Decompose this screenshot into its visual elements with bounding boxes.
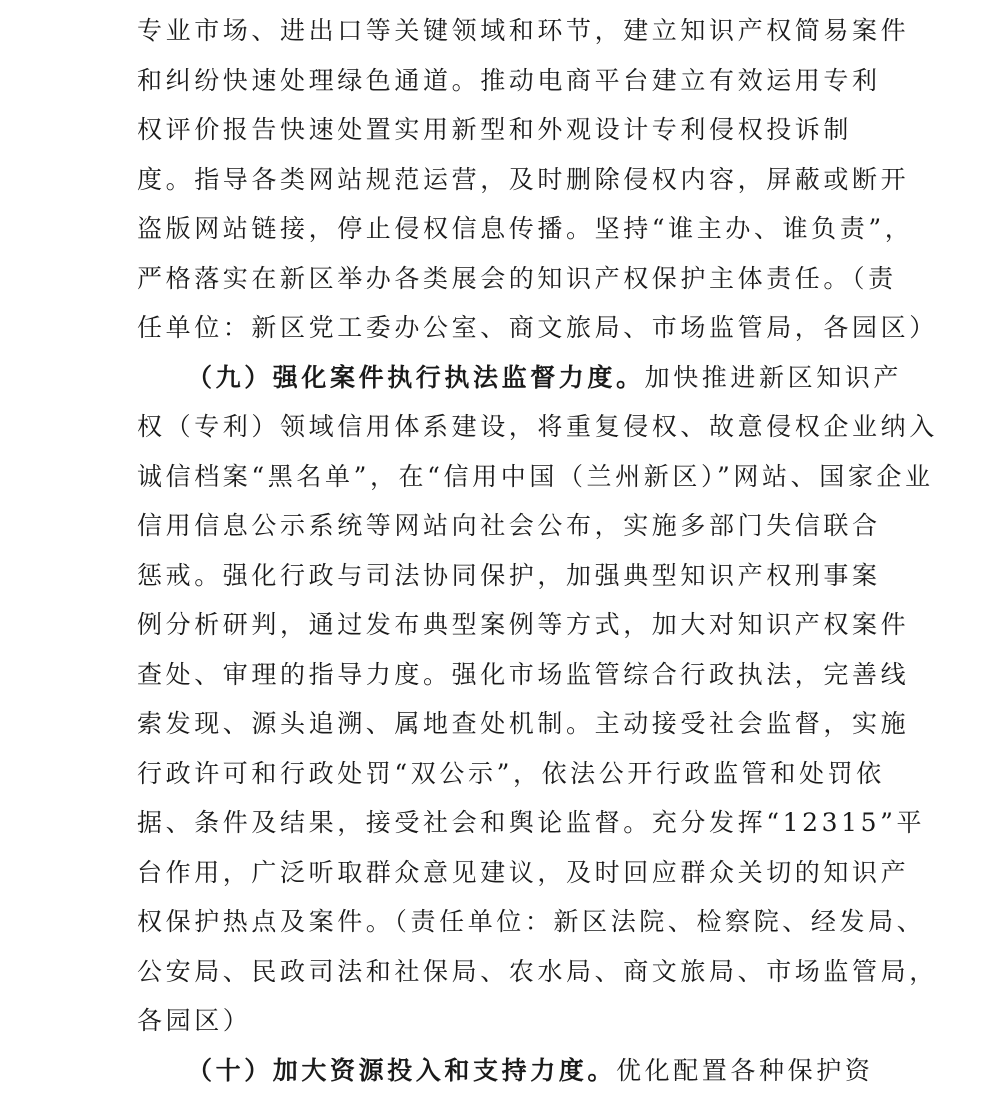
section-heading-10: （十）加大资源投入和支持力度。: [187, 1055, 617, 1085]
text-line: 信用信息公示系统等网站向社会公布，实施多部门失信联合: [137, 511, 881, 540]
paragraph-10-first-line: [137, 1046, 877, 1096]
text-line: 严格落实在新区举办各类展会的知识产权保护主体责任。（责: [137, 263, 897, 293]
text-line: 权（专利）领域信用体系建设，将重复侵权、故意侵权企业纳入: [137, 412, 938, 441]
text-line: 盗版网站链接，停止侵权信息传播。坚持“谁主办、谁负责”，: [137, 214, 914, 243]
document-body: [137, 6, 938, 1095]
text-line: 公安局、民政司法和社保局、农水局、商文旅局、市场监管局，: [137, 956, 938, 986]
paragraph-9-first-line: [137, 353, 903, 403]
text-line: 据、条件及结果，接受社会和舆论监督。充分发挥“12315”平: [137, 808, 926, 837]
text-line: 权评价报告快速处置实用新型和外观设计专利侵权投诉制: [137, 115, 853, 144]
text-line: 度。指导各类网站规范运营，及时删除侵权内容，屏蔽或断开: [137, 164, 910, 194]
text-line: 惩戒。强化行政与司法协同保护，加强典型知识产权刑事案: [137, 560, 881, 590]
text-line: 专业市场、进出口等关键领域和环节，建立知识产权简易案件: [137, 16, 910, 45]
text-line: 查处、审理的指导力度。强化市场监管综合行政执法，完善线: [137, 659, 910, 689]
text-line: 行政许可和行政处罚“双公示”，依法公开行政监管和处罚依: [137, 758, 885, 788]
section-heading-9: （九）强化案件执行执法监督力度。: [187, 362, 645, 392]
text-line: 例分析研判，通过发布典型案例等方式，加大对知识产权案件: [137, 610, 910, 639]
text-line: 各园区）: [137, 1006, 252, 1035]
text-run: 优化配置各种保护资: [616, 1055, 874, 1085]
text-run: 加快推进新区知识产: [644, 362, 903, 392]
text-line: 和纠纷快速处理绿色通道。推动电商平台建立有效运用专利: [137, 65, 881, 95]
text-line: 任单位：新区党工委办公室、商文旅局、市场监管局，各园区）: [137, 313, 938, 342]
text-line: 诚信档案“黑名单”，在“信用中国（兰州新区）”网站、国家企业: [137, 461, 934, 491]
text-line: 台作用，广泛听取群众意见建议，及时回应群众关切的知识产: [137, 857, 910, 887]
text-line: 权保护热点及案件。（责任单位：新区法院、检察院、经发局、: [137, 907, 926, 936]
text-line: 索发现、源头追溯、属地查处机制。主动接受社会监督，实施: [137, 709, 910, 738]
